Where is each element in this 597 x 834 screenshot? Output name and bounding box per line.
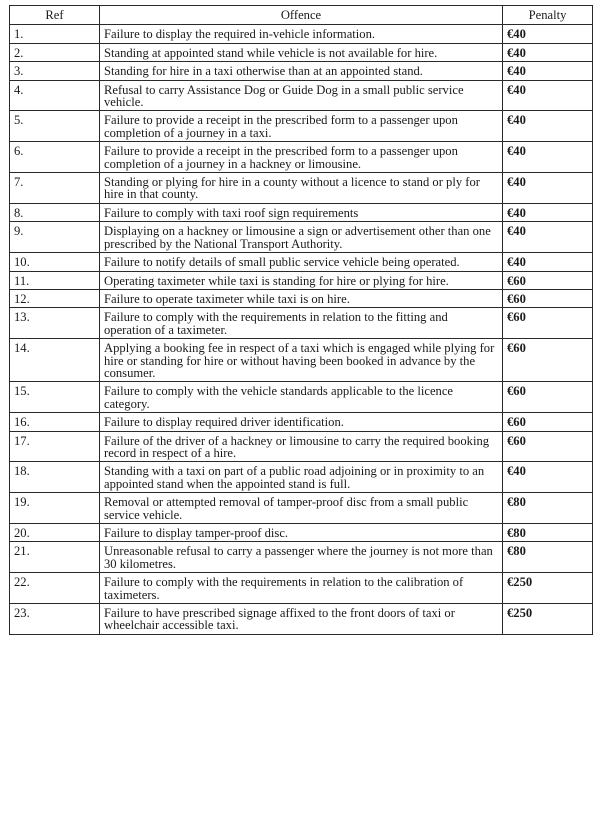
offence-cell: Failure to comply with the requirements in relation to the calibration of taximeters.	[100, 573, 503, 604]
table-row	[10, 604, 593, 635]
penalty-cell: €60	[503, 413, 593, 431]
penalty-cell: €60	[503, 308, 593, 339]
table-row	[10, 339, 593, 382]
penalty-cell: €40	[503, 43, 593, 61]
table-row	[10, 111, 593, 142]
offence-cell: Applying a booking fee in respect of a taxi which is engaged while plying for hire or standing for hire or without having been booked in advance by the consumer.	[100, 339, 503, 382]
ref-cell: 11.	[10, 271, 100, 289]
offence-cell: Failure to display tamper-proof disc.	[100, 524, 503, 542]
table-row	[10, 25, 593, 43]
penalty-cell: €250	[503, 573, 593, 604]
ref-cell: 19.	[10, 493, 100, 524]
ref-cell: 17.	[10, 431, 100, 462]
header-offence: Offence	[100, 6, 503, 25]
table-row	[10, 413, 593, 431]
penalty-cell: €40	[503, 462, 593, 493]
offence-cell: Unreasonable refusal to carry a passenger where the journey is not more than 30 kilometres.	[100, 542, 503, 573]
offence-cell: Failure to have prescribed signage affixed to the front doors of taxi or wheelchair accessible taxi.	[100, 604, 503, 635]
offence-cell: Failure to display required driver identification.	[100, 413, 503, 431]
table-row	[10, 462, 593, 493]
offence-cell: Failure to comply with the requirements in relation to the fitting and operation of a taximeter.	[100, 308, 503, 339]
table-row	[10, 173, 593, 204]
header-row	[10, 6, 593, 25]
offence-cell: Failure to display the required in-vehicle information.	[100, 25, 503, 43]
table-row	[10, 271, 593, 289]
offence-cell: Displaying on a hackney or limousine a sign or advertisement other than one prescribed by the National Transport Authority.	[100, 222, 503, 253]
table-row	[10, 80, 593, 111]
ref-cell: 15.	[10, 382, 100, 413]
offence-cell: Standing with a taxi on part of a public road adjoining or in proximity to an appointed stand when the appointed stand is full.	[100, 462, 503, 493]
penalty-cell: €40	[503, 111, 593, 142]
ref-cell: 4.	[10, 80, 100, 111]
penalty-cell: €60	[503, 382, 593, 413]
ref-cell: 14.	[10, 339, 100, 382]
table-row	[10, 308, 593, 339]
ref-cell: 2.	[10, 43, 100, 61]
ref-cell: 12.	[10, 289, 100, 307]
table-row	[10, 573, 593, 604]
ref-cell: 21.	[10, 542, 100, 573]
penalty-cell: €40	[503, 222, 593, 253]
ref-cell: 18.	[10, 462, 100, 493]
ref-cell: 13.	[10, 308, 100, 339]
ref-cell: 20.	[10, 524, 100, 542]
table-row	[10, 431, 593, 462]
table-header	[10, 6, 593, 25]
offence-cell: Failure to comply with taxi roof sign requirements	[100, 203, 503, 221]
penalty-cell: €40	[503, 173, 593, 204]
ref-cell: 7.	[10, 173, 100, 204]
table-row	[10, 62, 593, 80]
penalty-cell: €60	[503, 431, 593, 462]
table-row	[10, 382, 593, 413]
penalty-cell: €40	[503, 203, 593, 221]
penalty-cell: €40	[503, 142, 593, 173]
ref-cell: 9.	[10, 222, 100, 253]
penalty-cell: €80	[503, 542, 593, 573]
offence-cell: Refusal to carry Assistance Dog or Guide Dog in a small public service vehicle.	[100, 80, 503, 111]
ref-cell: 23.	[10, 604, 100, 635]
table-body	[10, 25, 593, 634]
table-row	[10, 542, 593, 573]
penalty-cell: €80	[503, 493, 593, 524]
ref-cell: 6.	[10, 142, 100, 173]
offence-cell: Failure to comply with the vehicle standards applicable to the licence category.	[100, 382, 503, 413]
penalty-cell: €40	[503, 62, 593, 80]
penalty-cell: €60	[503, 339, 593, 382]
table-row	[10, 524, 593, 542]
offence-cell: Failure to notify details of small public service vehicle being operated.	[100, 253, 503, 271]
table-row	[10, 253, 593, 271]
header-ref: Ref	[10, 6, 100, 25]
table-row	[10, 493, 593, 524]
offence-cell: Failure to provide a receipt in the prescribed form to a passenger upon completion of a journey in a taxi.	[100, 111, 503, 142]
offence-cell: Removal or attempted removal of tamper-proof disc from a small public service vehicle.	[100, 493, 503, 524]
ref-cell: 8.	[10, 203, 100, 221]
ref-cell: 3.	[10, 62, 100, 80]
table-row	[10, 222, 593, 253]
header-penalty: Penalty	[503, 6, 593, 25]
penalty-cell: €40	[503, 253, 593, 271]
table-row	[10, 203, 593, 221]
offence-cell: Failure of the driver of a hackney or limousine to carry the required booking record in respect of a hire.	[100, 431, 503, 462]
offence-cell: Failure to operate taximeter while taxi is on hire.	[100, 289, 503, 307]
penalty-cell: €60	[503, 289, 593, 307]
ref-cell: 1.	[10, 25, 100, 43]
penalties-table	[9, 5, 593, 635]
offence-cell: Operating taximeter while taxi is standing for hire or plying for hire.	[100, 271, 503, 289]
table-row	[10, 142, 593, 173]
offence-cell: Failure to provide a receipt in the prescribed form to a passenger upon completion of a journey in a hackney or limousine.	[100, 142, 503, 173]
penalty-cell: €40	[503, 80, 593, 111]
penalty-cell: €80	[503, 524, 593, 542]
penalty-cell: €60	[503, 271, 593, 289]
ref-cell: 16.	[10, 413, 100, 431]
ref-cell: 10.	[10, 253, 100, 271]
penalty-cell: €40	[503, 25, 593, 43]
penalty-cell: €250	[503, 604, 593, 635]
offence-cell: Standing at appointed stand while vehicle is not available for hire.	[100, 43, 503, 61]
offence-cell: Standing or plying for hire in a county without a licence to stand or ply for hire in that county.	[100, 173, 503, 204]
offence-cell: Standing for hire in a taxi otherwise than at an appointed stand.	[100, 62, 503, 80]
table-row	[10, 43, 593, 61]
table-row	[10, 289, 593, 307]
ref-cell: 5.	[10, 111, 100, 142]
ref-cell: 22.	[10, 573, 100, 604]
